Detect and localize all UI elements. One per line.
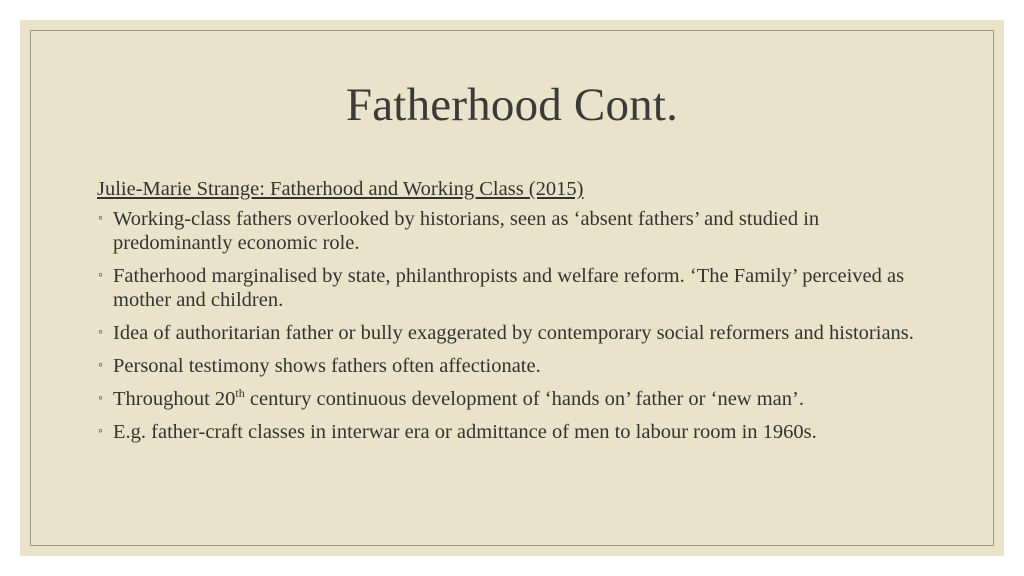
slide-title: Fatherhood Cont. — [345, 79, 679, 131]
bullet-text: Idea of authoritarian father or bully exaggerated by contemporary social reformers and historians. — [113, 322, 914, 344]
bullet-circle-icon: ◦ — [98, 424, 103, 439]
bullet-text: Working-class fathers overlooked by historians, seen as ‘absent fathers’ and studied in predominantly economic role. — [113, 208, 820, 254]
bullet-item — [97, 420, 942, 444]
bullet-text: E.g. father-craft classes in interwar era or admittance of men to labour room in 1960s. — [113, 421, 817, 443]
bullet-item — [97, 387, 942, 411]
bullet-text — [113, 388, 804, 410]
slide-content — [97, 177, 942, 453]
bullet-item — [97, 264, 942, 312]
bullet-text-part: century continuous development of ‘hands on’ father or ‘new man’. — [244, 388, 804, 410]
bullet-circle-icon: ◦ — [98, 358, 103, 373]
bullet-text: Fatherhood marginalised by state, philanthropists and welfare reform. ‘The Family’ perceived as mother and children. — [113, 265, 905, 311]
bullet-text-part: Throughout 20 — [113, 388, 236, 410]
bullet-circle-icon: ◦ — [98, 325, 103, 340]
bullet-item — [97, 321, 942, 345]
bullet-item — [97, 207, 942, 255]
bullet-circle-icon: ◦ — [98, 391, 103, 406]
bullet-text: Personal testimony shows fathers often affectionate. — [113, 355, 541, 377]
bullet-item — [97, 354, 942, 378]
bullet-circle-icon: ◦ — [98, 211, 103, 226]
bullet-circle-icon: ◦ — [98, 268, 103, 283]
bullet-list — [97, 207, 942, 444]
ordinal-suffix: th — [235, 386, 245, 401]
source-reference: Julie-Marie Strange: Fatherhood and Working Class (2015) — [97, 178, 584, 200]
slide — [20, 20, 1004, 556]
